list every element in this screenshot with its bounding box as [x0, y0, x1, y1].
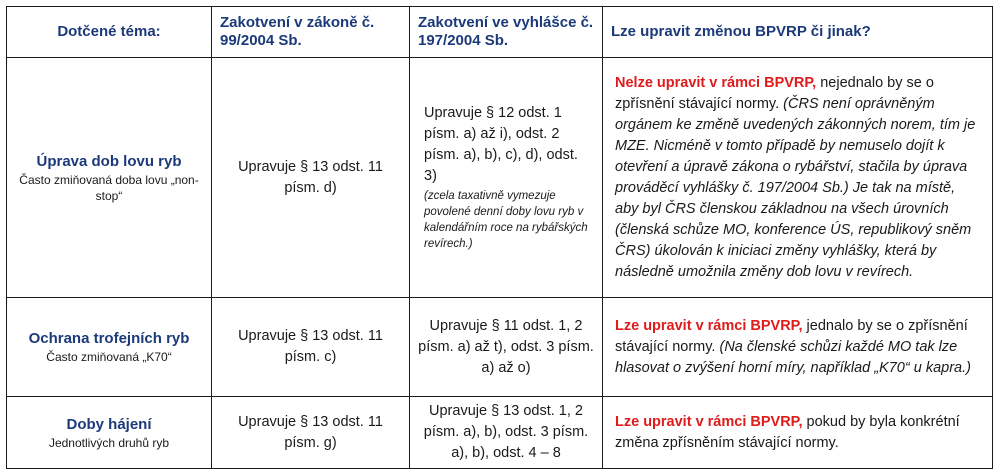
answer-note: (Na členské schůzi každé MO tak lze hlasovat o zvýšení horní míry, například „K70“ u kapra.): [615, 338, 971, 376]
answer-cell: [603, 58, 993, 298]
answer-text: jednalo by se o zpřísnění stávající normy.: [615, 317, 968, 355]
decree-text: Upravuje § 11 odst. 1, 2 písm. a) až t), odst. 3 písm. a) až o): [418, 317, 594, 376]
table-row: [7, 298, 993, 397]
answer-verdict: Lze upravit v rámci BPVRP,: [615, 317, 803, 334]
topic-cell: [7, 397, 212, 469]
answer-text: nejednalo by se o zpřísnění stávající normy.: [615, 74, 934, 112]
law-cell: Upravuje § 13 odst. 11 písm. d): [212, 58, 410, 298]
law-cell: Upravuje § 13 odst. 11 písm. c): [212, 298, 410, 397]
answer-cell: [603, 397, 993, 469]
topic-subtitle: Často zmiňovaná „K70“: [46, 350, 172, 364]
topic-cell: [7, 58, 212, 298]
decree-cell: [410, 397, 603, 469]
header-answer: Lze upravit změnou BPVRP či jinak?: [603, 7, 993, 58]
topic-cell: [7, 298, 212, 397]
law-cell: Upravuje § 13 odst. 11 písm. g): [212, 397, 410, 469]
answer-cell: [603, 298, 993, 397]
topic-name: Doby hájení: [66, 415, 152, 433]
topic-subtitle: Jednotlivých druhů ryb: [48, 435, 170, 450]
table-row: [7, 397, 993, 469]
topic-name: Ochrana trofejních ryb: [28, 330, 190, 347]
topic-subtitle: Často zmiňovaná doba lovu „non-stop“: [19, 172, 199, 203]
answer-verdict: Nelze upravit v rámci BPVRP,: [615, 74, 817, 91]
decree-text: Upravuje § 13 odst. 1, 2 písm. a), b), odst. 3 písm. a), b), odst. 4 – 8: [423, 403, 589, 461]
decree-text: Upravuje § 12 odst. 1 písm. a) až i), odst. 2 písm. a), b), c), d), odst. 3): [424, 105, 578, 184]
answer-verdict: Lze upravit v rámci BPVRP,: [615, 413, 803, 430]
answer-text: pokud by byla konkrétní změna zpřísněním stávající normy.: [615, 413, 960, 451]
decree-cell: [410, 58, 603, 298]
header-law: Zakotvení v zákoně č. 99/2004 Sb.: [212, 7, 410, 58]
header-decree: Zakotvení ve vyhlášce č. 197/2004 Sb.: [410, 7, 603, 58]
header-topic: Dotčené téma:: [7, 7, 212, 58]
decree-note: (zcela taxativně vymezuje povolené denní doby lovu ryb v kalendářním roce na rybářských revírech.): [424, 190, 588, 250]
decree-cell: [410, 298, 603, 397]
topic-name: Úprava dob lovu ryb: [36, 152, 182, 170]
answer-note: (ČRS není oprávněným orgánem ke změně uvedených zákonných norem, tím je MZE. Nicméně v tomto případě by nemuselo dojít k otevření a úpravě zákona o rybářství, stačila by úprava prováděcí vyhlášky č. 197/2004 Sb.) Je tak na místě, aby byl ČRS členskou základnou na všech úrovních (členská schůze MO, konference ÚS, republikový sněm ČRS) úkolován k iniciaci změny vyhlášky, která by následně umožnila změny dob lovu v revírech.: [615, 95, 976, 280]
table-row: [7, 58, 993, 298]
header-row: [7, 7, 993, 58]
regulation-table: [6, 6, 993, 469]
